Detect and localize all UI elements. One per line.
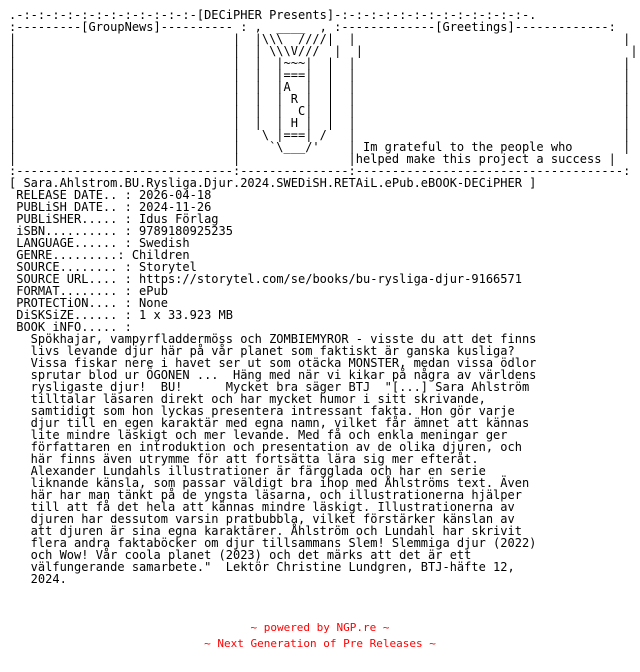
info-label: SOURCE URL.... : (9, 272, 140, 286)
book-info-line: författaren en introduktion och presentation av de olika djuren, och (9, 440, 522, 454)
nfo-text (9, 9, 638, 585)
art-line: | | |\\\ ////| | | (9, 32, 631, 46)
info-value: Idus Förlag (139, 212, 219, 226)
art-line: | | | |===| | | | (9, 68, 631, 82)
info-value: https://storytel.com/se/books/bu-rysliga-djur-9166571 (139, 272, 522, 286)
info-label: PUBLiSHER..... : (9, 212, 140, 226)
release-name: [ Sara.Ahlstrom.BU.Rysliga.Djur.2024.SWEDiSH.RETAiL.ePub.eBOOK-DECiPHER ] (9, 176, 537, 190)
art-line: :---------[GroupNews]---------- : , ____ , :-------------[Greetings]-------------: (9, 20, 616, 34)
book-info-line: Spökhajar, vampyrfladdermöss och ZOMBIEMYROR - visste du att det finns (9, 332, 537, 346)
info-label: LANGUAGE...... : (9, 236, 140, 250)
book-info-line: här finns även utrymme för att fortsätta lära sig mer efteråt. (9, 452, 479, 466)
info-label: PUBLiSH DATE.. : (9, 200, 140, 214)
info-value: ePub (139, 284, 168, 298)
info-value: 1 x 33.923 MB (139, 308, 233, 322)
book-info-line: rysligaste djur! BU! Mycket bra säger BTJ "[...] Sara Ahlström (9, 380, 530, 394)
info-value: Swedish (139, 236, 190, 250)
book-info-line: liknande känsla, som passar väldigt bra ihop med Åhlströms text. Även (9, 476, 530, 490)
info-value: 2024-11-26 (139, 200, 212, 214)
info-value: 9789180925235 (139, 224, 233, 238)
nfo-footer (0, 620, 640, 652)
info-value: None (139, 296, 168, 310)
art-line: | | |helped make this project a success | (9, 152, 616, 166)
info-label: BOOK iNFO..... : (9, 320, 140, 334)
art-line: :------------------------------:---------------:-------------------------------------: (9, 164, 631, 178)
book-info-line: till att få det hela att kännas mindre läskigt. Illustrationerna av (9, 500, 515, 514)
art-line: | | | | R | | | | (9, 92, 631, 106)
info-label: RELEASE DATE.. : (9, 188, 140, 202)
book-info-line: att djuren är sina egna karaktärer. Åhlström och Lundahl har skrivit (9, 524, 522, 538)
book-info-line: flera andra faktaböcker om djur tillsammans Slem! Slemmiga djur (2022) (9, 536, 537, 550)
info-value: Children (131, 248, 190, 262)
art-line: | | | |~~~| | | | (9, 56, 631, 70)
info-label: FORMAT........ : (9, 284, 140, 298)
art-line: | | | | C| | | | (9, 104, 631, 118)
info-label: SOURCE........ : (9, 260, 140, 274)
art-line: | | | \\\V/// | | | (9, 44, 638, 58)
info-label: PROTECTiON.... : (9, 296, 140, 310)
book-info-line: Alexander Lundahls illustrationer är färgglada och har en serie (9, 464, 486, 478)
art-line: | | | |A | | | | (9, 80, 631, 94)
book-info-line: välfungerande samarbete." Lektör Christine Lundgren, BTJ-häfte 12, (9, 560, 515, 574)
book-info-line: livs levande djur här på vår planet som faktiskt är ganska kusliga? (9, 344, 515, 358)
tagline-line: ~ Next Generation of Pre Releases ~ (204, 637, 436, 650)
art-line: | | `\___/' | Im grateful to the people who | (9, 140, 631, 154)
book-info-line: lite mindre läskigt och mer levande. Med få och enkla meningar ger (9, 428, 508, 442)
book-info-line: sprutar blod ur ÖGONEN ... Häng med när vi kikar på några av världens (9, 368, 537, 382)
art-line: .-:-:-:-:-:-:-:-:-:-:-:-:-[DECiPHER Presents]-:-:-:-:-:-:-:-:-:-:-:-:-:-. (9, 8, 537, 22)
art-line: | | \ |===| / | | (9, 128, 631, 142)
art-line: | | | | H | | | | (9, 116, 631, 130)
info-label: GENRE.........: (9, 248, 132, 262)
info-value: 2026-04-18 (139, 188, 212, 202)
info-label: iSBN.......... : (9, 224, 140, 238)
powered-by-line: ~ powered by NGP.re ~ (250, 621, 390, 634)
book-info-line: samtidigt som hon lyckas presentera intressant fakta. Hon gör varje (9, 404, 515, 418)
info-value: Storytel (139, 260, 197, 274)
book-info-line: tilltalar läsaren direkt och har mycket humor i sitt skrivande, (9, 392, 486, 406)
info-label: DiSKSiZE...... : (9, 308, 140, 322)
book-info-line: djuren har dessutom varsin pratbubbla, vilket förstärker känslan av (9, 512, 515, 526)
book-info-line: Vissa fiskar nere i havet ser ut som otäcka MONSTER, medan vissa ödlor (9, 356, 537, 370)
book-info-line: här har man tänkt på de yngsta läsarna, och illustrationerna hjälper (9, 488, 522, 502)
book-info-line: och Wow! Vår coola planet (2023) och det märks att det är ett (9, 548, 472, 562)
book-info-line: 2024. (9, 572, 67, 586)
book-info-line: djur till en egen karaktär med egna namn, vilket får ämnet att kännas (9, 416, 530, 430)
